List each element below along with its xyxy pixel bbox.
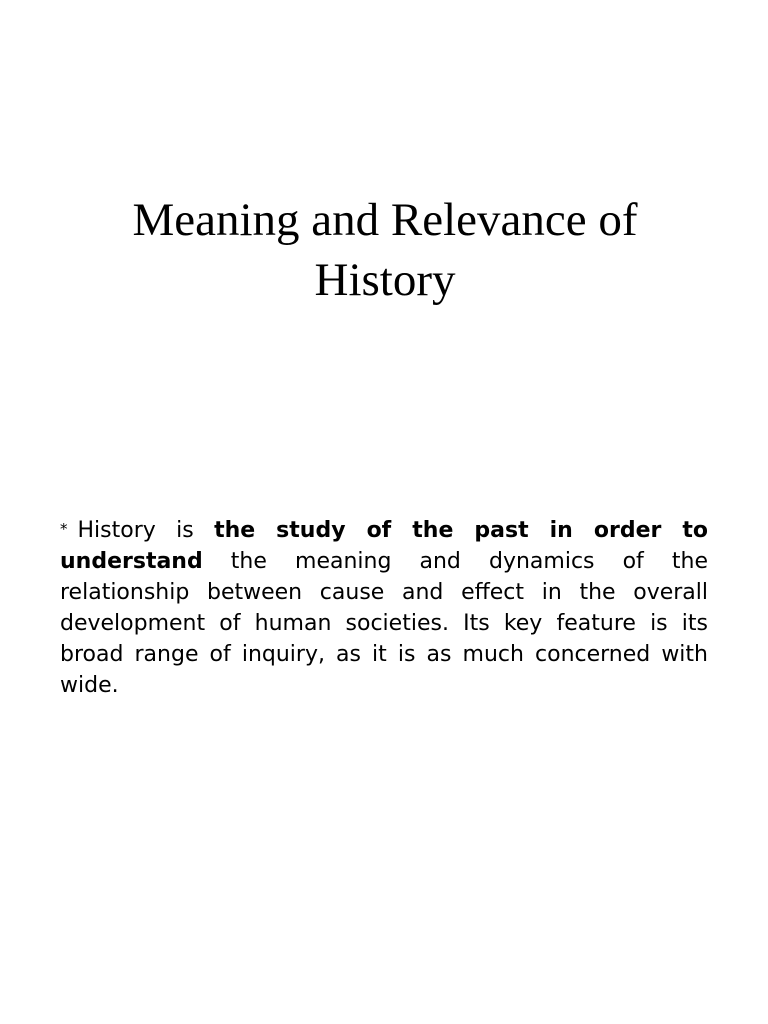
title-line-1: Meaning and Relevance of [132, 194, 638, 246]
paragraph-emphasis: the study of the past in order to understand [60, 518, 708, 574]
title-line-2: History [314, 254, 456, 306]
paragraph-rest: the meaning and dynamics of the relationship between cause and effect in the overall development of human societies. Its key feature is its broad range of inquiry, as it is as much concerned with wide. [60, 549, 708, 698]
bullet-marker: * [60, 520, 68, 538]
paragraph-lead: History is [77, 518, 215, 543]
body-paragraph [60, 514, 708, 701]
slide-title [60, 190, 710, 310]
